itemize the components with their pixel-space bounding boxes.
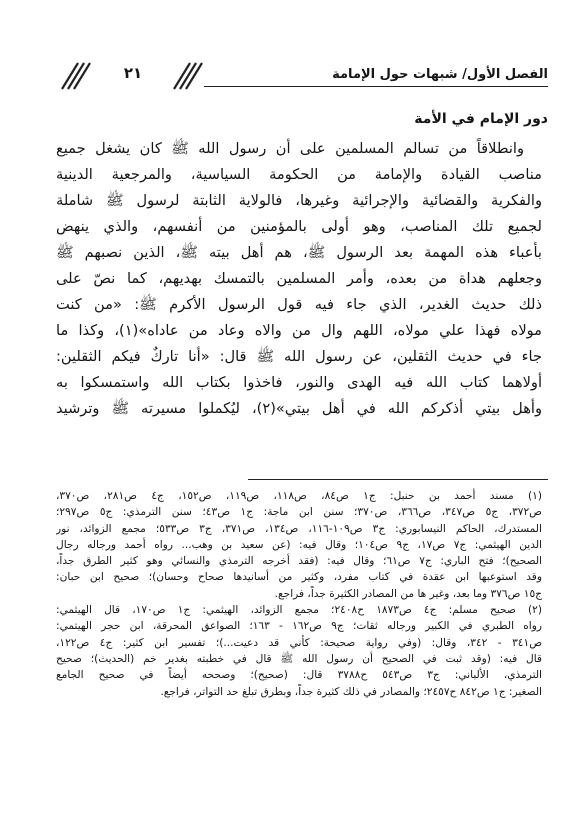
body-line: مناصب القيادة والإمامة من الحكومة السياسية، والمرجعية الدينية	[56, 166, 542, 183]
body-line: وانطلاقاً من تسالم المسلمين على أن رسول الله ﷺ كان يشغل جميع	[56, 140, 524, 157]
footnote-line: ج١٥ ص٣٧٦ وما بعد، وغير ها من المصادر الكثيرة جداً، فراجع.	[274, 587, 542, 600]
body-line: أولاهما كتاب الله فيه الهدى والنور، فاخذوا بكتاب الله واستمسكوا به	[56, 374, 542, 391]
section-heading: دور الإمام في الأمة	[414, 111, 548, 127]
body-line: وجعلهم هداة من بعده، وأمر المسلمين بالتمسك بهديهم، كما نصّ على	[56, 270, 542, 287]
footnote-line: الصحيح)؛ فتح الباري: ج٧ ص٦١؛ وقال فيه: (فقد أخرجه الترمذي والنسائي وهو كثير الطرق جداً،	[56, 555, 542, 568]
header-rule	[204, 86, 548, 87]
body-line: ذلك حديث الغدير، الذي جاء فيه قول الرسول الأكرم ﷺ: «من كنت	[56, 296, 542, 313]
footnote-line: ص٣٧٢، ج٥ ص٣٤٧، ص٣٦٦، ص٣٧٠؛ سنن ابن ماجة: ج١ ص٤٣؛ سنن الترمذي: ج٥ ص٢٩٧؛	[56, 506, 542, 519]
footnote-separator	[248, 479, 548, 480]
footnote-line: الدين الهيثمي: ج٧ ص١٧، ج٩ ص١٠٤؛ وقال فيه: (عن سعيد بن وهب... رواه أحمد ورجاله رجال	[56, 538, 542, 551]
chapter-title: الفصل الأول/ شبهات حول الإمامة	[332, 67, 548, 82]
body-line: بأعباء هذه المهمة بعد الرسول ﷺ، هم أهل بيته ﷺ، الذين نصبهم ﷺ	[56, 244, 542, 261]
body-line: مولاه فهذا علي مولاه، اللهم وال من والاه وعاد من عاداه»(١)، وكذا ما	[56, 322, 542, 339]
footnote-line: الصغير: ج١ ص٨٤٢ ح٢٤٥٧؛ والمصادر في ذلك كثيرة جداً، وبطرق تبلغ حد التواتر، فراجع.	[160, 685, 542, 698]
body-line: لجميع تلك المناصب، وهو أولى بالمؤمنين من أنفسهم، والذي ينهض	[56, 218, 542, 235]
body-line: والفكرية والقضائية والإجرائية وغيرها، فالولاية الثابتة لرسول ﷺ شاملة	[56, 192, 542, 209]
footnote-line: رواه الطبري في الكبير ورجاله ثقات؛ ج٩ ص١٦٢ - ١٦٣؛ الصواعق المحرقة، ابن حجر الهيتمي:	[56, 620, 542, 633]
body-line: جاء في حديث الثقلين، عن رسول الله ﷺ قال: «أنا تاركٌ فيكم الثقلين:	[56, 348, 542, 365]
main-text	[56, 136, 542, 422]
footnote-line: (١) مسند أحمد بن حنبل: ج١ ص٨٤، ص١١٨، ص١١٩، ص١٥٢، ج٤ ص٢٨١، ص٣٧٠،	[56, 490, 542, 502]
running-header	[58, 62, 548, 88]
footnote-line: وقد استوعبها ابن عقدة في كتاب مفرد، وكثير من أسانيدها صحاح وحسان)؛ صحيح ابن حبان:	[56, 571, 542, 584]
footnote-line: المستدرك، الحاكم النيسابوري: ج٣ ص١٠٩-١١٦، ص١٣٤، ص٣٧١، ج٣ ص٥٣٣؛ مجمع الزوائد، نور	[56, 522, 542, 535]
body-line: وأهل بيتي أذكركم الله في أهل بيتي»(٢)، ليُكملوا مسيرته ﷺ وترشيد	[56, 400, 542, 417]
footnote-line: الترمذي، الألباني: ج٣ ص٥٤٣ ح٣٧٨٨ قال: (صحيح)؛ وصححه أيضاً في صحيح الجامع	[56, 669, 542, 682]
footnotes	[56, 488, 542, 700]
footnote-line: قال فيه: (وقد ثبت في الصحيح أن رسول الله ﷺ قال في خطبته بغدير خم (الحديث)؛ صحيح	[56, 652, 542, 665]
footnote-line: ص٣٤١ - ٣٤٢، وقال: (وفي رواية صحيحة: كأني قد دعيت...)؛ تفسير ابن كثير: ج٤ ص١٢٢،	[56, 636, 542, 649]
footnote-line: (٢) صحيح مسلم: ج٤ ص١٨٧٣ ح٢٤٠٨؛ مجمع الزوائد، الهيثمي: ج١ ص١٧٠، قال الهيثمي:	[56, 604, 542, 617]
page-number: ٢١	[123, 64, 143, 82]
